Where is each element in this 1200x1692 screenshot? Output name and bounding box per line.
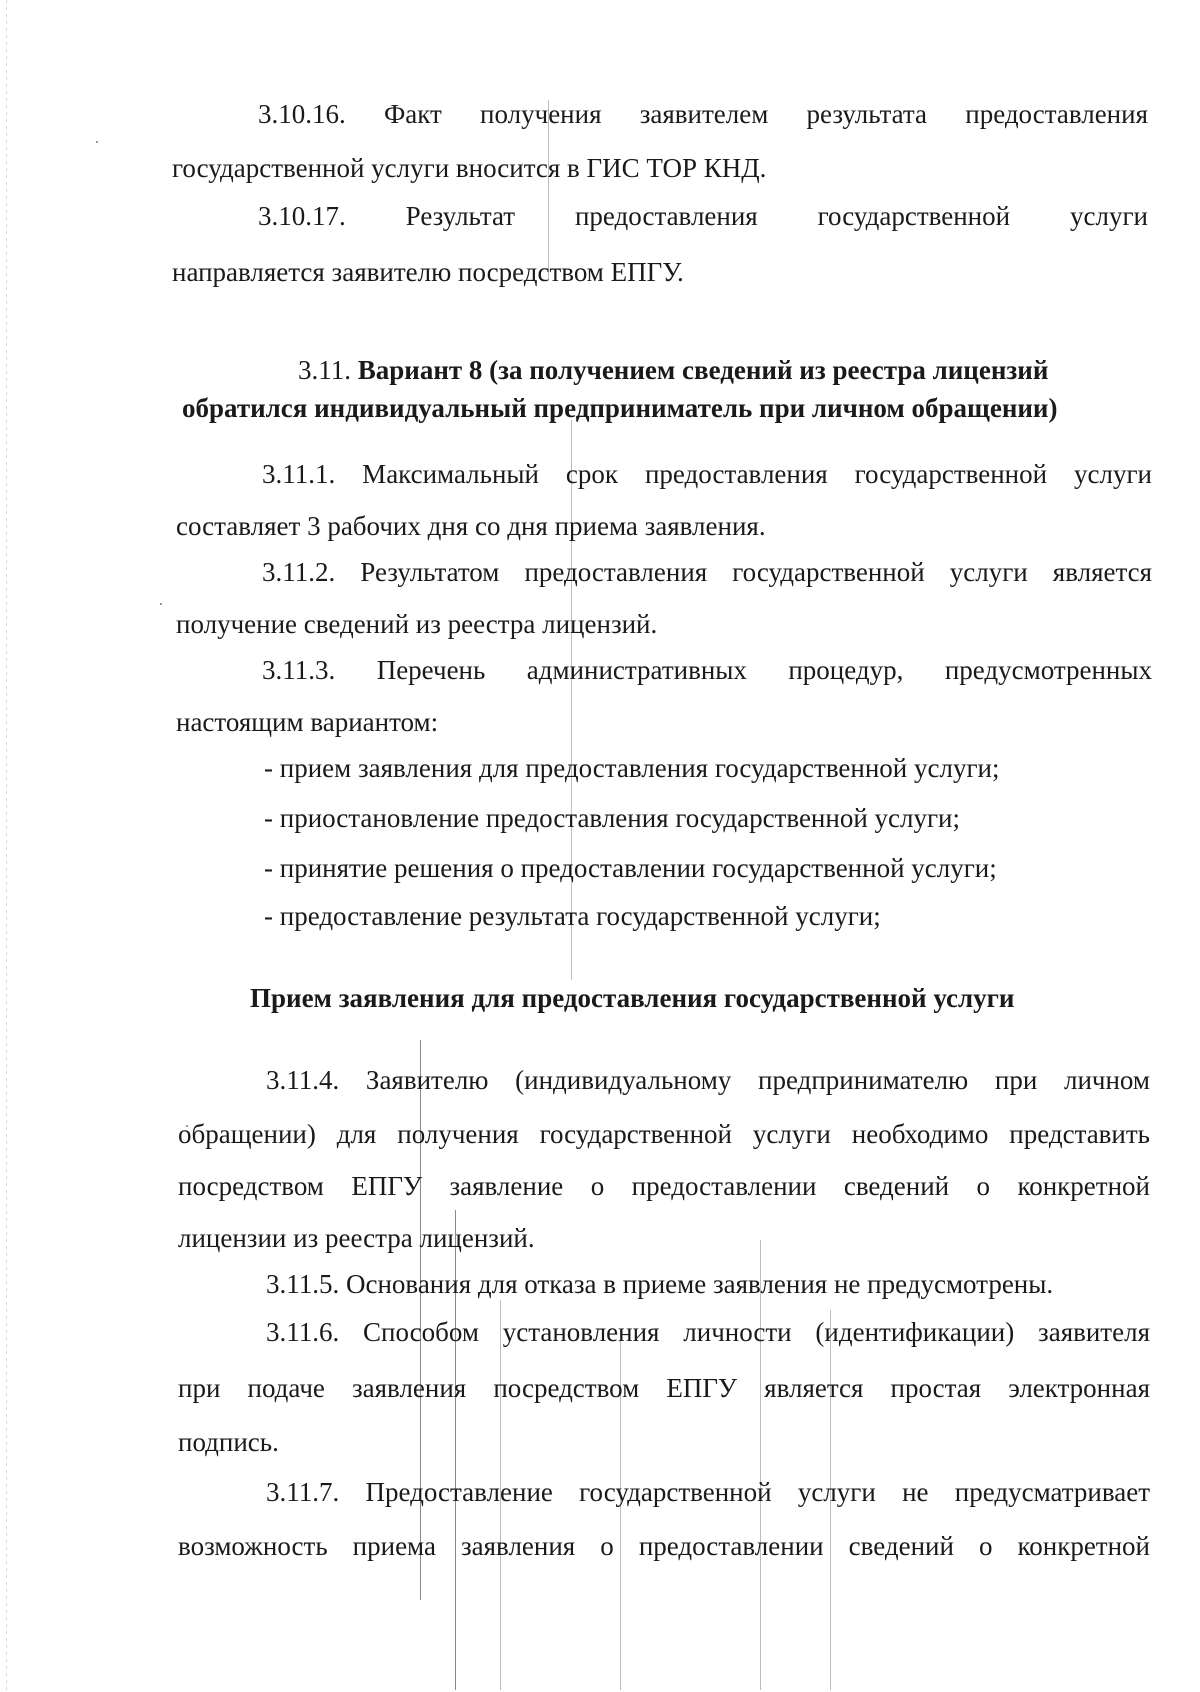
paragraph-3-11-2-line-2: получение сведений из реестра лицензий. bbox=[176, 609, 658, 639]
section-3-11-title: Вариант 8 (за получением сведений из реестра лицензий bbox=[357, 355, 1049, 385]
scan-speck bbox=[96, 141, 98, 143]
paragraph-3-11-1-line-1: 3.11.1. Максимальный срок предоставления государственной услуги bbox=[262, 459, 1152, 489]
paragraph-3-11-3-line-2: настоящим вариантом: bbox=[176, 707, 439, 737]
section-3-11-heading-line-1 bbox=[298, 354, 1048, 386]
paragraph-3-11-4-line-2: обращении) для получения государственной услуги необходимо представить bbox=[178, 1119, 1150, 1149]
paragraph-3-11-4-line-4: лицензии из реестра лицензий. bbox=[178, 1223, 535, 1253]
paragraph-3-10-17-line-2: направляется заявителю посредством ЕПГУ. bbox=[172, 257, 684, 287]
paragraph-3-11-3-line-1: 3.11.3. Перечень административных процедур, предусмотренных bbox=[262, 655, 1152, 685]
procedure-list-item: - приостановление предоставления государственной услуги; bbox=[264, 803, 961, 833]
paragraph-3-10-16-line-1: 3.10.16. Факт получения заявителем результата предоставления bbox=[258, 99, 1148, 129]
paragraph-3-11-7-line-2: возможность приема заявления о предоставлении сведений о конкретной bbox=[178, 1531, 1150, 1561]
scan-streak bbox=[760, 1240, 761, 1690]
paragraph-3-11-2-line-1: 3.11.2. Результатом предоставления государственной услуги является bbox=[262, 557, 1152, 587]
paragraph-3-11-6-line-2: при подаче заявления посредством ЕПГУ является простая электронная bbox=[178, 1373, 1150, 1403]
subsection-heading: Прием заявления для предоставления государственной услуги bbox=[250, 983, 1015, 1013]
section-3-11-number: 3.11. bbox=[298, 355, 351, 385]
scan-speck bbox=[160, 603, 162, 605]
paragraph-3-10-17-line-1: 3.10.17. Результат предоставления государственной услуги bbox=[258, 201, 1148, 231]
section-3-11-heading-line-2: обратился индивидуальный предприниматель при личном обращении) bbox=[182, 393, 1058, 423]
paragraph-3-11-4-line-3: посредством ЕПГУ заявление о предоставлении сведений о конкретной bbox=[178, 1171, 1150, 1201]
paragraph-3-11-7-line-1: 3.11.7. Предоставление государственной услуги не предусматривает bbox=[266, 1477, 1150, 1507]
scan-streak bbox=[571, 420, 572, 980]
paragraph-3-11-5: 3.11.5. Основания для отказа в приеме заявления не предусмотрены. bbox=[266, 1269, 1054, 1299]
paragraph-3-10-16-line-2: государственной услуги вносится в ГИС ТОР КНД. bbox=[172, 153, 767, 183]
paragraph-3-11-1-line-2: составляет 3 рабочих дня со дня приема заявления. bbox=[176, 511, 766, 541]
procedure-list-item: - предоставление результата государственной услуги; bbox=[264, 901, 881, 931]
paragraph-3-11-6-line-3: подпись. bbox=[178, 1427, 279, 1457]
procedure-list-item: - прием заявления для предоставления государственной услуги; bbox=[264, 753, 1000, 783]
scan-edge-artifact bbox=[6, 0, 7, 1692]
paragraph-3-11-4-line-1: 3.11.4. Заявителю (индивидуальному предпринимателю при личном bbox=[266, 1065, 1150, 1095]
procedure-list-item: - принятие решения о предоставлении государственной услуги; bbox=[264, 853, 997, 883]
paragraph-3-11-6-line-1: 3.11.6. Способом установления личности (идентификации) заявителя bbox=[266, 1317, 1150, 1347]
